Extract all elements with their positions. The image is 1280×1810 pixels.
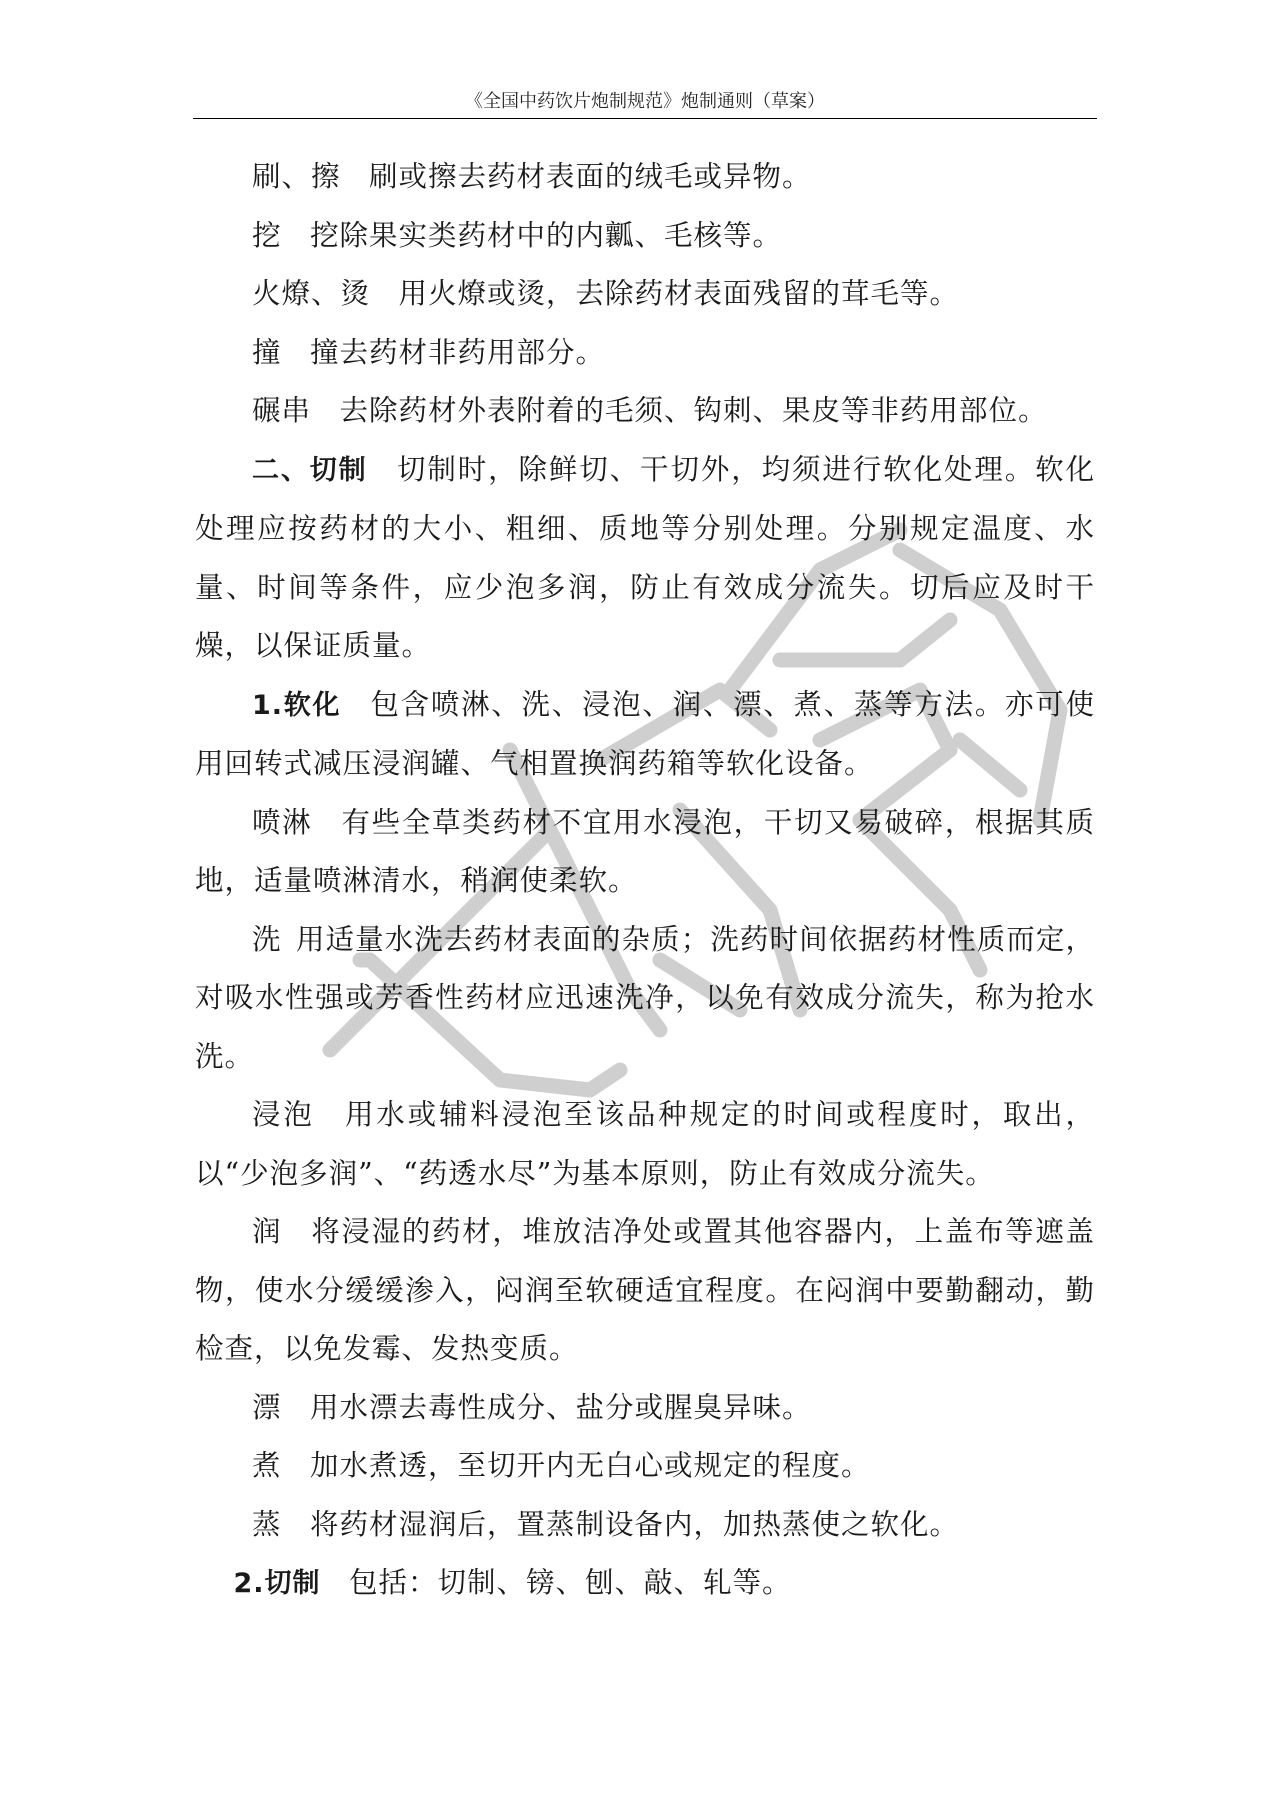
paragraph-text: 切制时，除鲜切、干切外，均须进行软化处理。软化处理应按药材的大小、粗细、质地等分别处理。分别规定温度、水量、时间等条件，应少泡多润，防止有效成分流失。切后应及时干燥，以保证质量。	[195, 452, 1095, 662]
paragraph-text: 有些全草类药材不宜用水浸泡，干切又易破碎，根据其质地，适量喷淋清水，稍润使柔软。	[195, 805, 1095, 897]
paragraph-term: 喷淋	[252, 805, 313, 839]
paragraph	[195, 1496, 1095, 1555]
paragraph-term: 漂	[252, 1390, 282, 1424]
subsection-heading: 2.切制	[233, 1568, 321, 1599]
paragraph-term: 挖	[252, 218, 282, 252]
subsection-paragraph	[195, 1554, 1095, 1614]
header-divider	[193, 118, 1097, 119]
paragraph-text: 将浸湿的药材，堆放洁净处或置其他容器内，上盖布等遮盖物，使水分缓缓渗入，闷润至软硬适宜程度。在闷润中要勤翻动，勤检查，以免发霉、发热变质。	[195, 1215, 1095, 1365]
paragraph-term: 蒸	[252, 1507, 282, 1541]
paragraph-text: 用火燎或烫，去除药材表面残留的茸毛等。	[398, 277, 960, 310]
paragraph-term: 煮	[252, 1449, 282, 1482]
paragraph	[195, 324, 1095, 383]
paragraph	[195, 148, 1095, 207]
paragraph-text: 用水或辅料浸泡至该品种规定的时间或程度时，取出，以“少泡多润”、“药透水尽”为基本原则，防止有效成分流失。	[195, 1098, 1095, 1190]
paragraph	[195, 1203, 1095, 1379]
paragraph-text: 撞去药材非药用部分。	[310, 335, 606, 369]
paragraph-term: 浸泡	[252, 1098, 315, 1131]
paragraph-text: 用水漂去毒性成分、盐分或腥臭异味。	[310, 1390, 812, 1424]
paragraph	[195, 1379, 1095, 1438]
subsection-heading: 1.软化	[252, 689, 342, 721]
paragraph-text: 加水煮透，至切开内无白心或规定的程度。	[310, 1449, 871, 1482]
section-heading-paragraph	[195, 441, 1095, 676]
paragraph-text: 去除药材外表附着的毛须、钩刺、果皮等非药用部位。	[339, 394, 1048, 427]
paragraph	[195, 911, 1095, 1087]
paragraph-term: 刷、擦	[252, 160, 341, 193]
paragraph-text: 用适量水洗去药材表面的杂质；洗药时间依据药材性质而定，对吸水性强或芳香性药材应迅速洗净，以免有效成分流失，称为抢水洗。	[195, 922, 1095, 1073]
paragraph-text: 包括：切制、镑、刨、敲、轧等。	[349, 1566, 792, 1599]
paragraph-text: 包含喷淋、洗、浸泡、润、漂、煮、蒸等方法。亦可使用回转式减压浸润罐、气相置换润药箱等软化设备。	[195, 687, 1095, 780]
paragraph	[195, 382, 1095, 441]
paragraph-term: 洗	[252, 922, 282, 956]
paragraph	[195, 1086, 1095, 1203]
paragraph-text: 挖除果实类药材中的内瓤、毛核等。	[310, 218, 783, 252]
section-heading: 二、切制	[252, 454, 368, 486]
paragraph	[195, 794, 1095, 911]
paragraph	[195, 1437, 1095, 1496]
paragraph	[195, 265, 1095, 324]
paragraph-text: 将药材湿润后，置蒸制设备内，加热蒸使之软化。	[310, 1507, 960, 1541]
paragraph-term: 润	[252, 1215, 283, 1248]
paragraph-term: 碾串	[252, 394, 312, 427]
document-body	[195, 148, 1095, 1614]
paragraph-term: 火燎、烫	[252, 277, 371, 310]
subsection-paragraph	[195, 676, 1095, 794]
paragraph-term: 撞	[252, 335, 282, 369]
page-header: 《全国中药饮片炮制规范》炮制通则（草案）	[465, 91, 825, 112]
paragraph-text: 刷或擦去药材表面的绒毛或异物。	[369, 160, 812, 193]
paragraph	[195, 207, 1095, 266]
